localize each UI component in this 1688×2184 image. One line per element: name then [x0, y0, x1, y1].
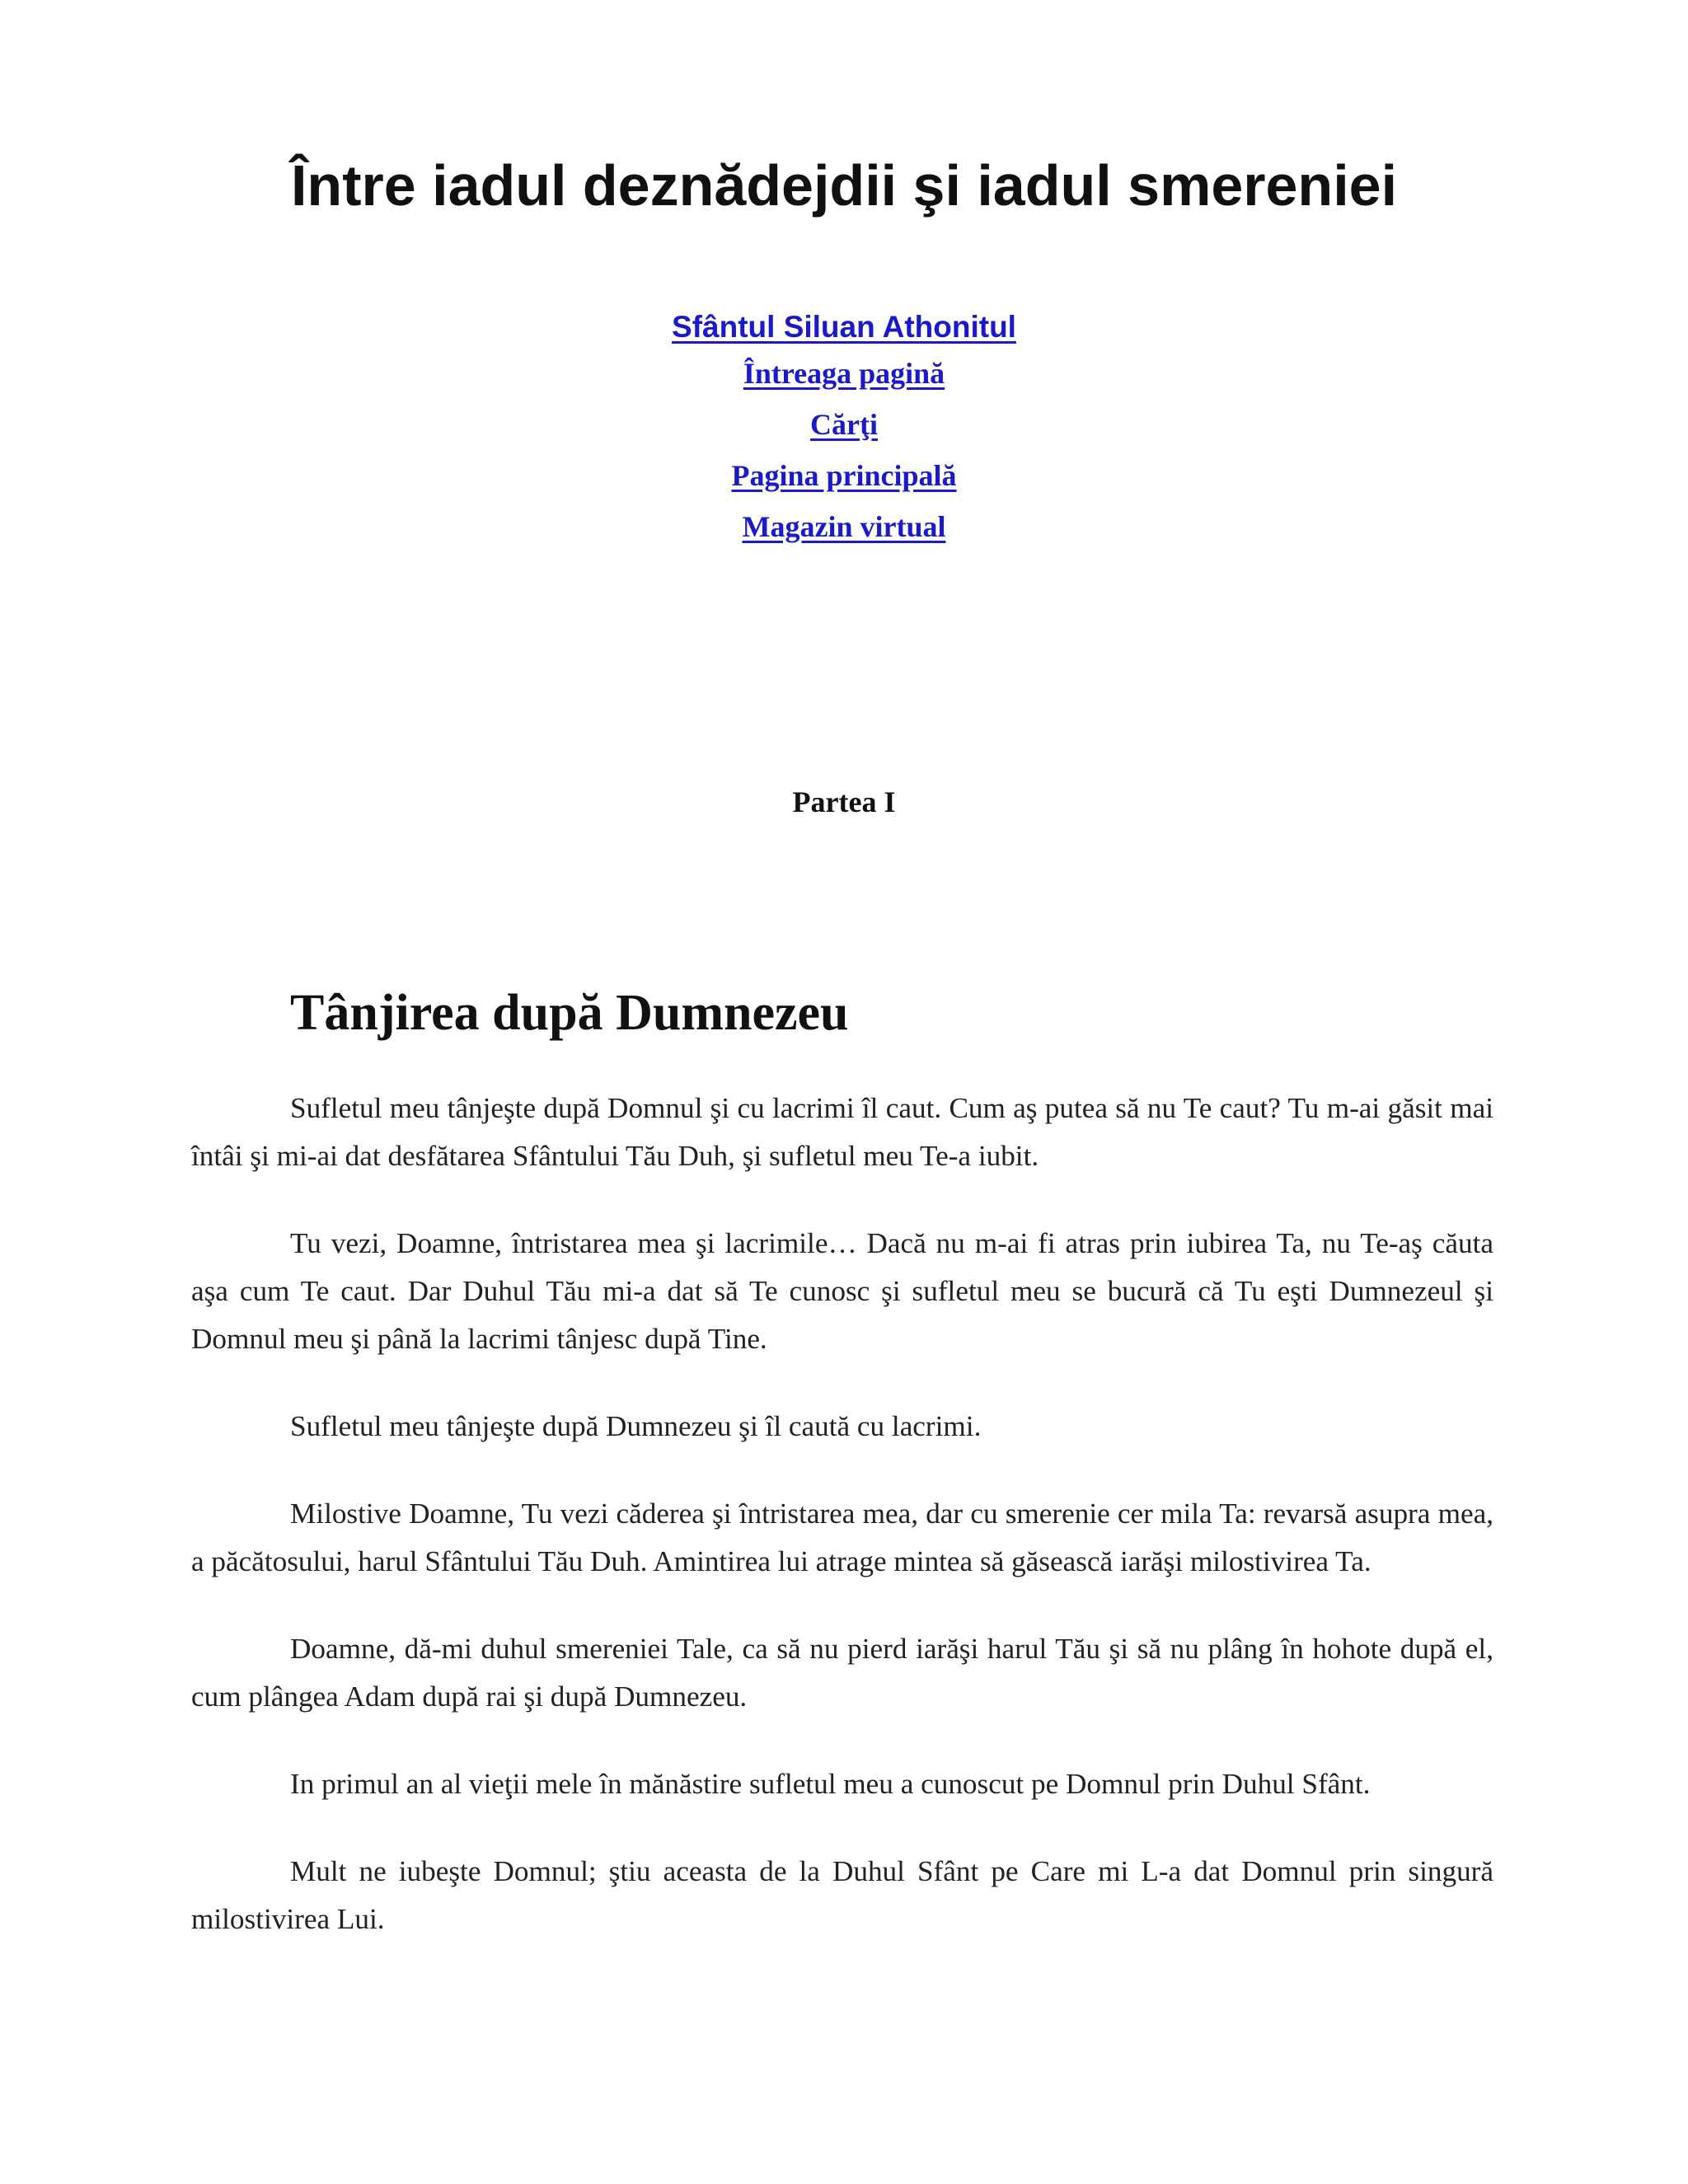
paragraph: Sufletul meu tânjeşte după Domnul şi cu lacrimi îl caut. Cum aş putea să nu Te caut? Tu m-ai găsit mai întâi şi mi-ai dat desfătarea Sfântului Tău Duh, şi sufletul meu Te-a iubit. [191, 1092, 1493, 1172]
paragraph: Tu vezi, Doamne, întristarea mea şi lacrimile… Dacă nu m-ai fi atras prin iubirea Ta, nu Te-aş căuta aşa cum Te caut. Dar Duhul Tău mi-a dat să Te cunosc şi sufletul meu se bucură că Tu eşti Dumnezeul şi Domnul meu şi până la lacrimi tânjesc după Tine. [191, 1227, 1493, 1355]
paragraph: Milostive Doamne, Tu vezi căderea şi întristarea mea, dar cu smerenie cer mila Ta: revarsă asupra mea, a păcătosului, harul Sfântului Tău Duh. Amintirea lui atrage mintea să găsească iarăşi milostivirea Ta. [191, 1497, 1493, 1577]
chapter-heading: Tânjirea după Dumnezeu [290, 985, 849, 1041]
paragraph: Sufletul meu tânjeşte după Dumnezeu şi îl caută cu lacrimi. [290, 1410, 982, 1442]
author-link[interactable]: Sfântul Siluan Athonitul [672, 310, 1016, 344]
part-heading: Partea I [792, 785, 896, 818]
virtual-store-link[interactable]: Magazin virtual [742, 510, 946, 543]
full-page-link[interactable]: Întreaga pagină [743, 357, 945, 390]
navigation-links [0, 307, 1688, 552]
books-link[interactable]: Cărţi [810, 408, 878, 441]
paragraph: Mult ne iubeşte Domnul; ştiu aceasta de la Duhul Sfânt pe Care mi L-a dat Domnul prin singură milostivirea Lui. [191, 1855, 1493, 1935]
paragraph: Doamne, dă-mi duhul smereniei Tale, ca să nu pierd iarăşi harul Tău şi să nu plâng în hohote după el, cum plângea Adam după rai şi după Dumnezeu. [191, 1633, 1493, 1713]
home-page-link[interactable]: Pagina principală [731, 459, 957, 492]
page-title: Între iadul deznădejdii şi iadul smereniei [290, 153, 1398, 218]
body-text [191, 1085, 1493, 1983]
paragraph: In primul an al vieţii mele în mănăstire sufletul meu a cunoscut pe Domnul prin Duhul Sfânt. [290, 1768, 1371, 1800]
